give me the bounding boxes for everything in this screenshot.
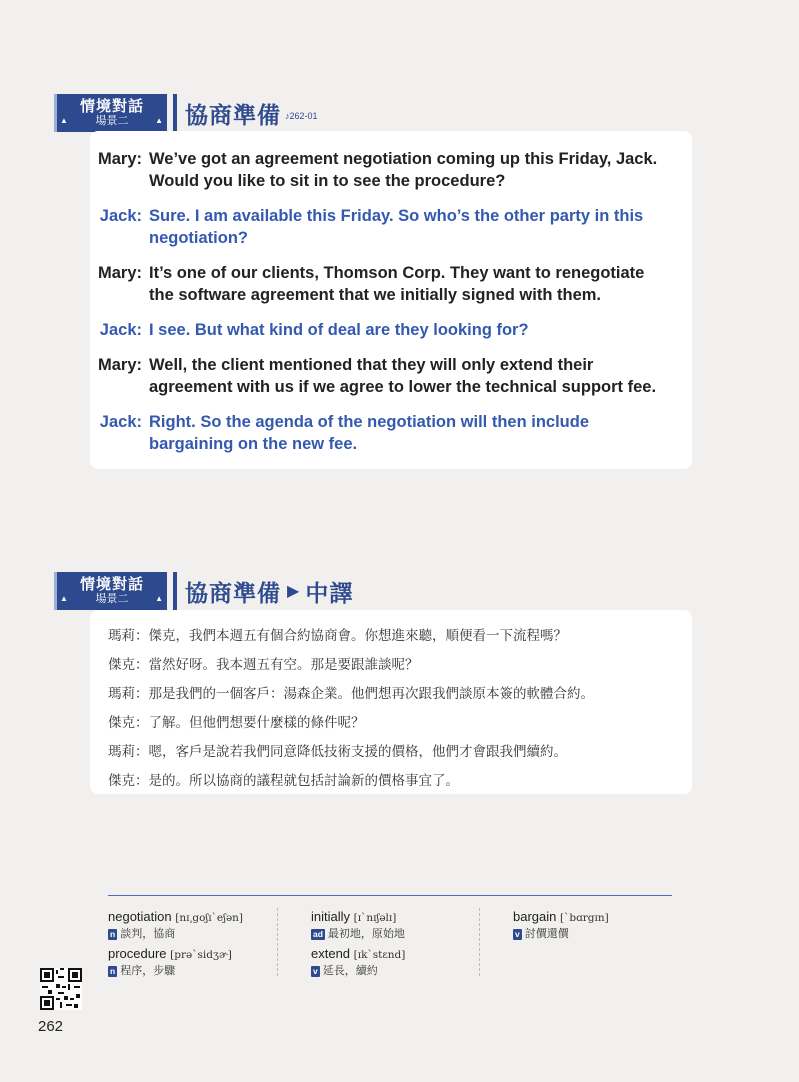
translation-line: 傑克：當然好呀。我本週五有空。那是要跟誰談呢？ [108, 657, 419, 672]
scene-tag-label: 情境對話 [79, 576, 144, 593]
vocab-def-text: 最初地，原始地 [327, 928, 405, 940]
dialogue-text [149, 262, 692, 306]
vocab-term: negotiation [108, 909, 172, 924]
vocab-ipa: [nɪ͵goʃɪˋeʃən] [175, 912, 244, 924]
dialogue-text-line: agreement with us if we agree to lower the technical support fee. [149, 378, 657, 396]
vocab-def-text: 延長，續約 [322, 965, 378, 977]
vocab-definition [311, 964, 447, 979]
dialogue-text-line: Right. So the agenda of the negotiation will then include [149, 413, 589, 431]
dialogue-text [149, 411, 692, 455]
vocab-term: procedure [108, 946, 167, 961]
dialogue-text [149, 319, 692, 341]
section-header-dialogue [54, 94, 318, 132]
pos-badge: ad [313, 929, 323, 939]
vocab-term: bargain [513, 909, 557, 924]
section-header-translation [54, 572, 353, 610]
vocab-divider [108, 895, 672, 896]
translation-line: 瑪莉：傑克，我們本週五有個合約協商會。你想進來聽，順便看一下流程嗎？ [108, 628, 567, 643]
header-bar [173, 94, 177, 132]
vocab-definition [513, 927, 649, 942]
arrow-icon: ▲ [155, 116, 163, 125]
dialogue-text [149, 148, 692, 192]
pos-badge: n [110, 966, 116, 976]
vocab-column-2 [277, 908, 447, 976]
vocab-definition [108, 964, 278, 979]
speaker: Mary: [97, 356, 142, 374]
vocab-ipa: [ˋbɑrgɪn] [560, 912, 609, 924]
section-title: 協商準備 [185, 579, 281, 606]
scene-tag-sublabel: 場景二 [95, 115, 129, 127]
dialogue-line-4 [90, 319, 692, 341]
pos-badge: n [110, 929, 116, 939]
vocab-ipa: [prəˋsidʒɚ] [170, 949, 232, 961]
dialogue-line-2 [90, 205, 692, 249]
vocab-word [311, 908, 447, 927]
translation-line: 傑克：是的。所以協商的議程就包括討論新的價格事宜了。 [108, 773, 459, 788]
vocab-def-text: 討價還價 [524, 928, 569, 940]
vocab-word [108, 945, 278, 964]
scene-tag [54, 572, 167, 610]
dialogue-text-line: Well, the client mentioned that they will only extend their [149, 356, 594, 374]
vocab-word [513, 908, 649, 927]
arrow-icon: ▲ [60, 116, 68, 125]
dialogue-text-line: bargaining on the new fee. [149, 435, 358, 453]
dialogue-card [90, 131, 692, 469]
vocab-column-1 [108, 908, 278, 982]
vocab-column-3 [479, 908, 649, 976]
page-number: 262 [38, 1018, 64, 1035]
dialogue-text-line: I see. But what kind of deal are they looking for? [149, 321, 529, 339]
section-title: 協商準備 [185, 101, 281, 128]
play-triangle-icon: ▶ [287, 583, 300, 600]
vocab-def-text: 談判，協商 [120, 928, 176, 940]
speaker: Mary: [97, 264, 142, 282]
scene-tag-sublabel: 場景二 [95, 593, 129, 605]
vocab-definition [108, 927, 278, 942]
qr-code-graphic [40, 968, 82, 1010]
translation-line: 瑪莉：嗯，客戶是說若我們同意降低技術支援的價格，他們才會跟我們續約。 [108, 744, 567, 759]
dialogue-text-line: It’s one of our clients, Thomson Corp. They want to renegotiate [149, 264, 645, 282]
pos-badge: v [313, 966, 318, 976]
scene-tag-label: 情境對話 [79, 98, 144, 115]
section-subtitle: 中譯 [305, 579, 354, 606]
dialogue-text [149, 205, 692, 249]
audio-track-label: ♪262-01 [285, 111, 318, 121]
dialogue-text-line: Would you like to sit in to see the procedure? [149, 172, 506, 190]
speaker: Jack: [99, 321, 142, 339]
vocab-def-text: 程序，步驟 [120, 965, 176, 977]
scene-tag [54, 94, 167, 132]
vocab-ipa: [ɪˋnɪʃəlɪ] [353, 912, 397, 924]
vocab-word [311, 945, 447, 964]
vocab-term: initially [311, 909, 351, 924]
vocab-word [108, 908, 278, 927]
vocab-definition [311, 927, 447, 942]
dialogue-text-line: the software agreement that we initially signed with them. [149, 286, 602, 304]
qr-code-icon[interactable] [40, 968, 82, 1010]
speaker: Mary: [97, 150, 142, 168]
dialogue-line-1 [90, 148, 692, 192]
arrow-icon: ▲ [155, 594, 163, 603]
speaker: Jack: [99, 207, 142, 225]
dialogue-text-line: negotiation? [149, 229, 248, 247]
translation-line: 瑪莉：那是我們的一個客戶：湯森企業。他們想再次跟我們談原本簽的軟體合約。 [108, 686, 594, 701]
translation-line: 傑克：了解。但他們想要什麼樣的條件呢？ [108, 715, 365, 730]
dialogue-line-3 [90, 262, 692, 306]
pos-badge: v [515, 929, 520, 939]
vocab-term: extend [311, 946, 351, 961]
dialogue-text-line: We’ve got an agreement negotiation coming up this Friday, Jack. [149, 150, 658, 168]
dialogue-line-6 [90, 411, 692, 455]
translation-card [90, 610, 692, 794]
arrow-icon: ▲ [60, 594, 68, 603]
vocab-ipa: [ɪkˋstɛnd] [353, 949, 406, 961]
header-bar [173, 572, 177, 610]
speaker: Jack: [99, 413, 142, 431]
dialogue-text-line: Sure. I am available this Friday. So who’s the other party in this [149, 207, 644, 225]
dialogue-line-5 [90, 354, 692, 398]
dialogue-text [149, 354, 692, 398]
